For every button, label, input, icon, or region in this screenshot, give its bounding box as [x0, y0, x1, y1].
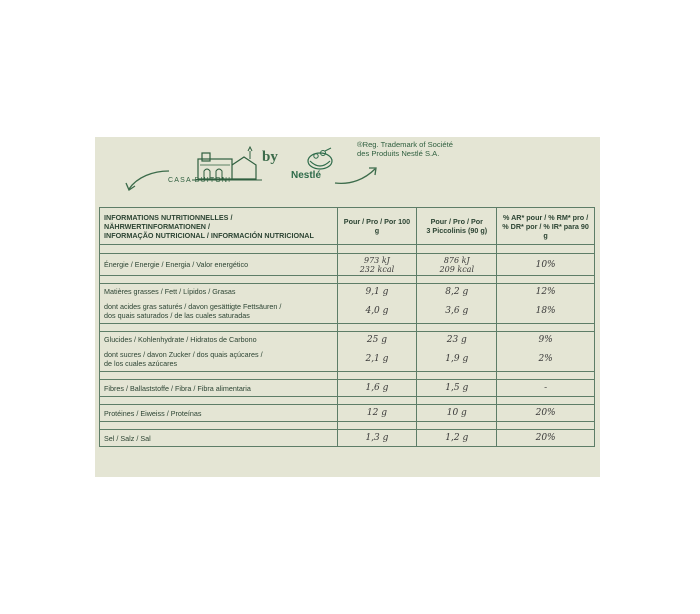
trademark-line-1: ®Reg. Trademark of Société	[357, 140, 453, 149]
table-row-fat	[100, 284, 595, 300]
fat-label: Matières grasses / Fett / Lípidos / Grasas	[100, 284, 338, 300]
table-row-sugars	[100, 348, 595, 372]
table-row-protein	[100, 405, 595, 422]
fibre-ri: -	[497, 380, 595, 397]
salt-label: Sel / Salz / Sal	[100, 430, 338, 447]
energy-per-portion	[417, 254, 497, 276]
sugars-per-100g: 2,1 g	[337, 348, 417, 372]
protein-per-100g: 12 g	[337, 405, 417, 422]
header-label	[100, 208, 338, 245]
energy-100g-kcal: 232 kcal	[359, 264, 395, 274]
saturated-fat-label-line-2: dos quais saturados / de las cuales saturadas	[104, 311, 250, 321]
energy-label: Énergie / Energie / Energia / Valor energético	[100, 254, 338, 276]
table-row-energy	[100, 254, 595, 276]
fibre-per-100g: 1,6 g	[337, 380, 417, 397]
sugars-label-line-2: de los cuales azúcares	[104, 359, 178, 369]
spacer-row	[100, 397, 595, 405]
fibre-label: Fibres / Ballaststoffe / Fibra / Fibra alimentaria	[100, 380, 338, 397]
table-row-fibre	[100, 380, 595, 397]
carbohydrates-per-100g: 25 g	[337, 332, 417, 348]
energy-90g-kcal: 209 kcal	[439, 264, 474, 274]
salt-per-100g: 1,3 g	[337, 430, 417, 447]
protein-label: Protéines / Eiweiss / Proteínas	[100, 405, 338, 422]
energy-100g-kj: 973 kJ	[364, 255, 390, 265]
table-header-row	[100, 208, 595, 245]
saturated-fat-ri: 18%	[497, 300, 595, 324]
header-per-portion	[417, 208, 497, 245]
table-row-saturated-fat	[100, 300, 595, 324]
saturated-fat-per-portion: 3,6 g	[417, 300, 497, 324]
sugars-label	[100, 348, 338, 372]
fat-ri: 12%	[497, 284, 595, 300]
by-text: by	[262, 149, 278, 165]
fat-per-portion: 8,2 g	[417, 284, 497, 300]
table-row-salt	[100, 430, 595, 447]
fat-per-100g: 9,1 g	[337, 284, 417, 300]
saturated-fat-label-line-1: dont acides gras saturés / davon gesättigte Fettsäuren /	[104, 302, 282, 312]
header-per-portion-line-2: 3 Piccolinis (90 g)	[426, 226, 488, 235]
table-row-carbohydrates	[100, 332, 595, 348]
trademark-line-2: des Produits Nestlé S.A.	[357, 149, 440, 158]
curved-arrow-left-icon	[123, 167, 173, 195]
energy-90g-kj: 876 kJ	[443, 255, 470, 265]
spacer-row	[100, 422, 595, 430]
fibre-per-portion: 1,5 g	[417, 380, 497, 397]
curved-arrow-right-icon	[331, 163, 381, 189]
carbohydrates-label: Glucides / Kohlenhydrate / Hidratos de Carbono	[100, 332, 338, 348]
carbohydrates-ri: 9%	[497, 332, 595, 348]
protein-ri: 20%	[497, 405, 595, 422]
header-label-line-1: INFORMATIONS NUTRITIONNELLES / NÄHRWERTINFORMATIONEN /	[104, 212, 233, 231]
header-per-100g: Pour / Pro / Por 100 g	[337, 208, 417, 245]
trademark-notice	[357, 140, 453, 158]
salt-ri: 20%	[497, 430, 595, 447]
carbohydrates-per-portion: 23 g	[417, 332, 497, 348]
salt-per-portion: 1,2 g	[417, 430, 497, 447]
spacer-row	[100, 324, 595, 332]
brand-header	[95, 137, 600, 199]
protein-per-portion: 10 g	[417, 405, 497, 422]
saturated-fat-label	[100, 300, 338, 324]
nutrition-table	[99, 207, 595, 447]
saturated-fat-per-100g: 4,0 g	[337, 300, 417, 324]
energy-per-100g	[337, 254, 417, 276]
header-label-line-2: INFORMAÇÃO NUTRICIONAL / INFORMACIÓN NUTRICIONAL	[104, 230, 314, 240]
header-ri-line-1: % AR* pour / % RM* pro /	[503, 212, 589, 222]
casa-buitoni-label: CASA BUITONI	[168, 177, 232, 184]
nestle-wordmark: Nestlé	[291, 170, 322, 181]
sugars-ri: 2%	[497, 348, 595, 372]
nutrition-panel	[95, 137, 600, 477]
header-reference-intake	[497, 208, 595, 245]
header-ri-line-2: % DR* por / % IR* para 90 g	[502, 221, 589, 240]
header-per-portion-line-1: Pour / Pro / Por	[430, 217, 483, 226]
spacer-row	[100, 276, 595, 284]
sugars-label-line-1: dont sucres / davon Zucker / dos quais açúcares /	[104, 350, 263, 360]
energy-ri: 10%	[497, 254, 595, 276]
spacer-row	[100, 245, 595, 254]
spacer-row	[100, 372, 595, 380]
sugars-per-portion: 1,9 g	[417, 348, 497, 372]
